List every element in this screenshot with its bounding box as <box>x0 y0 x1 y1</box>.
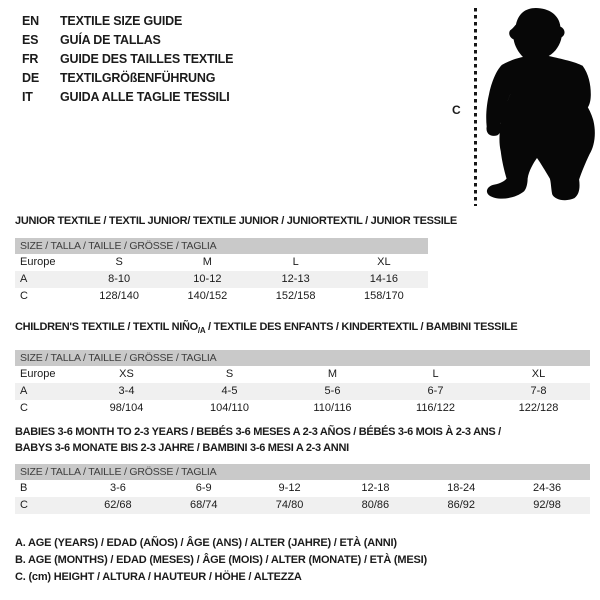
language-title-list <box>22 12 233 107</box>
table-row <box>15 400 590 417</box>
size-cell: 110/116 <box>313 402 352 414</box>
size-cell: 3-4 <box>118 385 135 397</box>
row-label: A <box>20 273 28 285</box>
legend-notes <box>15 535 427 586</box>
size-cell: L <box>432 368 439 380</box>
row-label: Europe <box>20 368 56 380</box>
note-c: C. (cm) HEIGHT / ALTURA / HAUTEUR / HÖHE / ALTEZZA <box>15 571 302 583</box>
size-cell: 8-10 <box>108 273 131 285</box>
size-cell: 12-13 <box>281 273 310 285</box>
size-cell: 14-16 <box>369 273 398 285</box>
language-title: GUIDE DES TAILLES TEXTILE <box>60 52 234 66</box>
size-cell: L <box>292 256 299 268</box>
note-b: B. AGE (MONTHS) / EDAD (MESES) / ÂGE (MOIS) / ALTER (MONATE) / ETÀ (MESI) <box>15 554 427 566</box>
size-header-bar: SIZE / TALLA / TAILLE / GRÖSSE / TAGLIA <box>15 238 428 254</box>
size-cell: 12-18 <box>361 482 390 494</box>
size-cell: M <box>327 368 338 380</box>
size-cell: XS <box>119 368 134 380</box>
size-cell: 158/170 <box>363 290 404 302</box>
row-label: B <box>20 482 28 494</box>
size-cell: 24-36 <box>532 482 562 494</box>
language-code: FR <box>22 52 39 66</box>
language-title: GUIDA ALLE TAGLIE TESSILI <box>60 90 230 104</box>
language-row <box>22 31 233 50</box>
size-header-bar: SIZE / TALLA / TAILLE / GRÖSSE / TAGLIA <box>15 350 590 366</box>
table-body <box>15 480 590 514</box>
language-title: TEXTILE SIZE GUIDE <box>60 14 183 28</box>
language-code: DE <box>22 71 39 85</box>
title-line: BABYS 3-6 MONATE BIS 2-3 JAHRE / BAMBINI 3-6 MESI A 2-3 ANNI <box>15 441 349 454</box>
language-row <box>22 69 233 88</box>
title-text: CHILDREN'S TEXTILE / TEXTIL NIÑO <box>15 321 198 333</box>
measure-c-label: C <box>452 103 461 117</box>
table-row <box>15 288 428 305</box>
language-row <box>22 50 233 69</box>
size-cell: 86/92 <box>447 499 475 511</box>
size-cell: XL <box>377 256 391 268</box>
size-cell: 6-9 <box>195 482 212 494</box>
size-cell: 4-5 <box>221 385 238 397</box>
baby-silhouette-icon <box>482 6 599 207</box>
table-body <box>15 254 428 305</box>
size-cell: 5-6 <box>324 385 341 397</box>
size-cell: 74/80 <box>275 499 304 511</box>
size-cell: 92/98 <box>533 499 561 511</box>
size-cell: 9-12 <box>278 482 301 494</box>
title-subscript: /A <box>197 325 206 335</box>
size-cell: 140/152 <box>187 290 228 302</box>
table-row <box>15 497 590 514</box>
size-cell: S <box>225 368 234 380</box>
height-measure-dashed-line <box>474 8 477 206</box>
language-code: EN <box>22 14 39 28</box>
table-row <box>15 366 590 383</box>
row-label: C <box>20 499 28 511</box>
size-cell: 116/122 <box>416 402 455 414</box>
table-row <box>15 383 590 400</box>
row-label: C <box>20 290 28 302</box>
note-a: A. AGE (YEARS) / EDAD (AÑOS) / ÂGE (ANS) / ALTER (JAHRE) / ETÀ (ANNI) <box>15 537 397 549</box>
row-label: Europe <box>20 256 56 268</box>
size-cell: 128/140 <box>99 290 139 302</box>
table-row <box>15 480 590 497</box>
size-cell: S <box>115 256 123 268</box>
size-cell: XL <box>531 368 546 380</box>
size-header-bar: SIZE / TALLA / TAILLE / GRÖSSE / TAGLIA <box>15 464 590 480</box>
table-body <box>15 366 590 417</box>
size-cell: 7-8 <box>530 385 547 397</box>
language-code: IT <box>22 90 33 104</box>
title-text: / TEXTILE DES ENFANTS / KINDERTEXTIL / BAMBINI TESSILE <box>205 321 518 333</box>
size-cell: M <box>202 256 212 268</box>
size-cell: 68/74 <box>189 499 218 511</box>
size-cell: 104/110 <box>210 402 249 414</box>
size-cell: 3-6 <box>109 482 126 494</box>
size-cell: 18-24 <box>447 482 476 494</box>
language-row <box>22 88 233 107</box>
row-label: C <box>20 402 28 414</box>
language-title: GUÍA DE TALLAS <box>60 33 161 47</box>
table-row <box>15 271 428 288</box>
row-label: A <box>20 385 28 397</box>
size-cell: 98/104 <box>109 402 144 414</box>
size-cell: 122/128 <box>518 402 559 414</box>
language-code: ES <box>22 33 39 47</box>
title-line: BABIES 3-6 MONTH TO 2-3 YEARS / BEBÉS 3-6 MESES A 2-3 AÑOS / BÉBÉS 3-6 MOIS À 2-3 ANS / <box>15 426 501 438</box>
size-cell: 10-12 <box>193 273 222 285</box>
table-row <box>15 254 428 271</box>
babies-section-title <box>15 425 501 456</box>
junior-section-title: JUNIOR TEXTILE / TEXTIL JUNIOR/ TEXTILE JUNIOR / JUNIORTEXTIL / JUNIOR TESSILE <box>15 215 457 227</box>
language-row <box>22 12 233 31</box>
size-cell: 6-7 <box>427 385 444 397</box>
children-section-title <box>15 321 517 333</box>
size-cell: 80/86 <box>361 499 390 511</box>
size-cell: 152/158 <box>275 290 316 302</box>
size-cell: 62/68 <box>104 499 132 511</box>
babies-size-table <box>15 464 590 514</box>
language-title: TEXTILGRÖßENFÜHRUNG <box>60 71 216 85</box>
junior-size-table <box>15 238 428 305</box>
children-size-table <box>15 350 590 417</box>
